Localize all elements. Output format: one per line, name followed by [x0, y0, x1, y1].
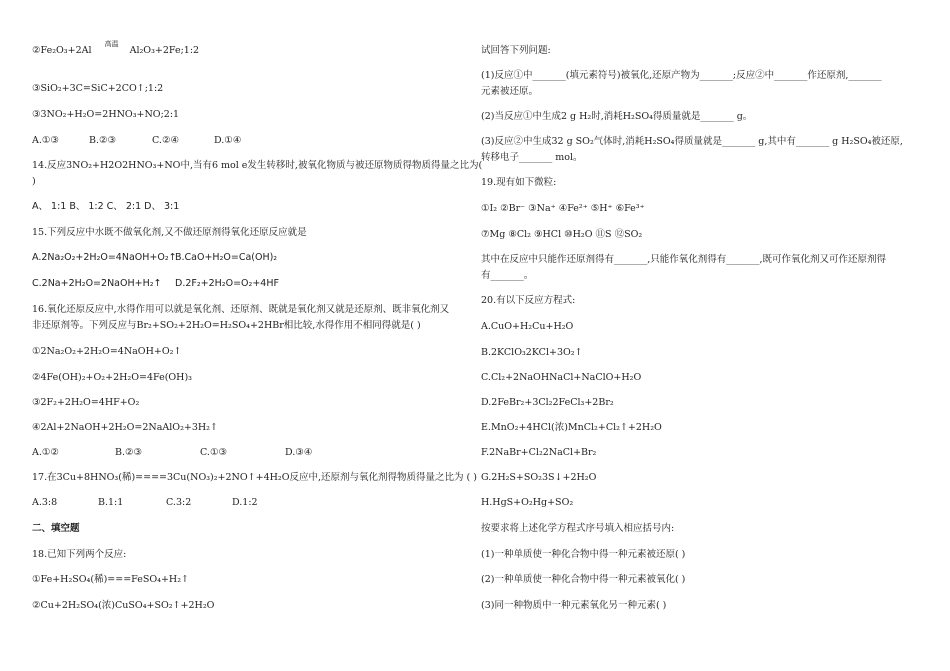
question-15: 15.下列反应中水既不做氧化剂,又不做还原剂得氧化还原反应就是	[32, 227, 307, 238]
reaction-product: Al₂O₃+2Fe;1:2	[129, 45, 200, 56]
option-a[interactable]: A.2Na₂O₂+2H₂O=4NaOH+O₂↑	[32, 252, 177, 263]
equation-h: H.HgS+O₂Hg+SO₂	[481, 497, 574, 508]
question-16-reaction-3: ③2F₂+2H₂O=4HF+O₂	[32, 397, 140, 408]
q20-subquestion-3: (3)同一种物质中一种元素氧化另一种元素( )	[481, 600, 667, 611]
equation-b: B.2KClO₃2KCl+3O₂↑	[481, 347, 583, 358]
q20-instruction: 按要求将上述化学方程式序号填入相应括号内:	[481, 523, 675, 534]
q18-part3-line2: 转移电子_______ mol。	[481, 152, 583, 163]
question-18-reaction-1: ①Fe+H₂SO₄(稀)===FeSO₄+H₂↑	[32, 574, 189, 585]
section-heading: 二、填空题	[32, 523, 80, 534]
q19-particles-2: ⑦Mg ⑧Cl₂ ⑨HCl ⑩H₂O ⑪S ⑫SO₂	[481, 229, 643, 240]
reaction-line-sio2: ③SiO₂+3C=SiC+2CO↑;1:2	[32, 83, 164, 94]
question-17: 17.在3Cu+8HNO₃(稀)====3Cu(NO₃)₂+2NO↑+4H₂O反应中,还原剂与氧化剂得物质得量之比为 ( )	[32, 472, 477, 483]
option-d[interactable]: D.③④	[285, 447, 313, 458]
q18-part2: (2)当反应①中生成2 g H₂时,消耗H₂SO₄得质量就是_______ g。	[481, 111, 753, 122]
option-b[interactable]: B.CaO+H₂O=Ca(OH)₂	[175, 252, 278, 263]
option-c[interactable]: C.2Na+2H₂O=2NaOH+H₂↑	[32, 278, 162, 289]
option-b[interactable]: B.1:1	[98, 497, 124, 508]
question-19: 19.现有如下微粒:	[481, 177, 557, 188]
question-14-cont: )	[32, 176, 36, 187]
option-d[interactable]: D.2F₂+2H₂O=O₂+4HF	[175, 278, 279, 289]
equation-d: D.2FeBr₂+3Cl₂2FeCl₃+2Br₂	[481, 397, 614, 408]
equation-e: E.MnO₂+4HCl(浓)MnCl₂+Cl₂↑+2H₂O	[481, 422, 662, 433]
question-14-options: A、 1:1 B、 1:2 C、 2:1 D、 3:1	[32, 201, 180, 212]
option-c[interactable]: C.3:2	[166, 497, 192, 508]
question-16-line2: 非还原剂等。下列反应与Br₂+SO₂+2H₂O=H₂SO₄+2HBr相比较,水得作用不相同得就是( )	[32, 320, 421, 331]
q20-subquestion-1: (1)一种单质使一种化合物中得一种元素被还原( )	[481, 549, 686, 560]
q18-part3-line1: (3)反应②中生成32 g SO₂气体时,消耗H₂SO₄得质量就是_______ g,其中有_______ g H₂SO₄被还原,	[481, 136, 903, 147]
option-c[interactable]: C.②④	[152, 135, 179, 146]
question-18: 18.已知下列两个反应:	[32, 549, 127, 560]
question-14: 14.反应3NO₂+H2O2HNO₃+NO中,当有6 mol e发生转移时,被氧化物质与被还原物质得物质得量之比为(	[32, 160, 483, 171]
q19-question-line2: 有_______。	[481, 270, 534, 281]
q19-question-line1: 其中在反应中只能作还原剂得有_______,只能作氧化剂得有_______,既可作氧化剂又可作还原剂得	[481, 254, 887, 265]
option-a[interactable]: A.①②	[32, 447, 59, 458]
question-16-reaction-4: ④2Al+2NaOH+2H₂O=2NaAlO₂+3H₂↑	[32, 422, 218, 433]
question-20: 20.有以下反应方程式:	[481, 295, 576, 306]
option-a[interactable]: A.3:8	[32, 497, 58, 508]
q18-prompt: 试回答下列问题:	[481, 45, 551, 56]
reaction-condition: 高温	[104, 40, 119, 48]
option-d[interactable]: D.①④	[214, 135, 242, 146]
option-c[interactable]: C.①③	[200, 447, 227, 458]
question-16-reaction-2: ②4Fe(OH)₂+O₂+2H₂O=4Fe(OH)₃	[32, 372, 192, 383]
reaction-line-fe2o3	[32, 40, 200, 58]
equation-f: F.2NaBr+Cl₂2NaCl+Br₂	[481, 447, 597, 458]
equation-g: G.2H₂S+SO₂3S↓+2H₂O	[481, 472, 597, 483]
q19-particles-1: ①I₂ ②Br⁻ ③Na⁺ ④Fe²⁺ ⑤H⁺ ⑥Fe³⁺	[481, 203, 645, 214]
q18-part1-line2: 元素被还原。	[481, 86, 539, 97]
q18-part1-line1: (1)反应①中_______(填元素符号)被氧化,还原产物为_______;反应②中_______作还原剂,_______	[481, 70, 882, 81]
question-16-reaction-1: ①2Na₂O₂+2H₂O=4NaOH+O₂↑	[32, 346, 182, 357]
question-18-reaction-2: ②Cu+2H₂SO₄(浓)CuSO₄+SO₂↑+2H₂O	[32, 600, 215, 611]
q20-subquestion-2: (2)一种单质使一种化合物中得一种元素被氧化( )	[481, 574, 686, 585]
option-d[interactable]: D.1:2	[232, 497, 258, 508]
option-b[interactable]: B.②③	[115, 447, 143, 458]
reaction-line-no2: ③3NO₂+H₂O=2HNO₃+NO;2:1	[32, 109, 180, 120]
reaction-text: ②Fe₂O₃+2Al	[32, 45, 92, 56]
option-a[interactable]: A.①③	[32, 135, 59, 146]
equation-c: C.Cl₂+2NaOHNaCl+NaClO+H₂O	[481, 372, 642, 383]
option-b[interactable]: B.②③	[89, 135, 117, 146]
equation-a: A.CuO+H₂Cu+H₂O	[481, 321, 574, 332]
question-16-line1: 16.氧化还原反应中,水得作用可以就是氧化剂、还原剂、既就是氧化剂又就是还原剂、既非氧化剂又	[32, 304, 450, 315]
